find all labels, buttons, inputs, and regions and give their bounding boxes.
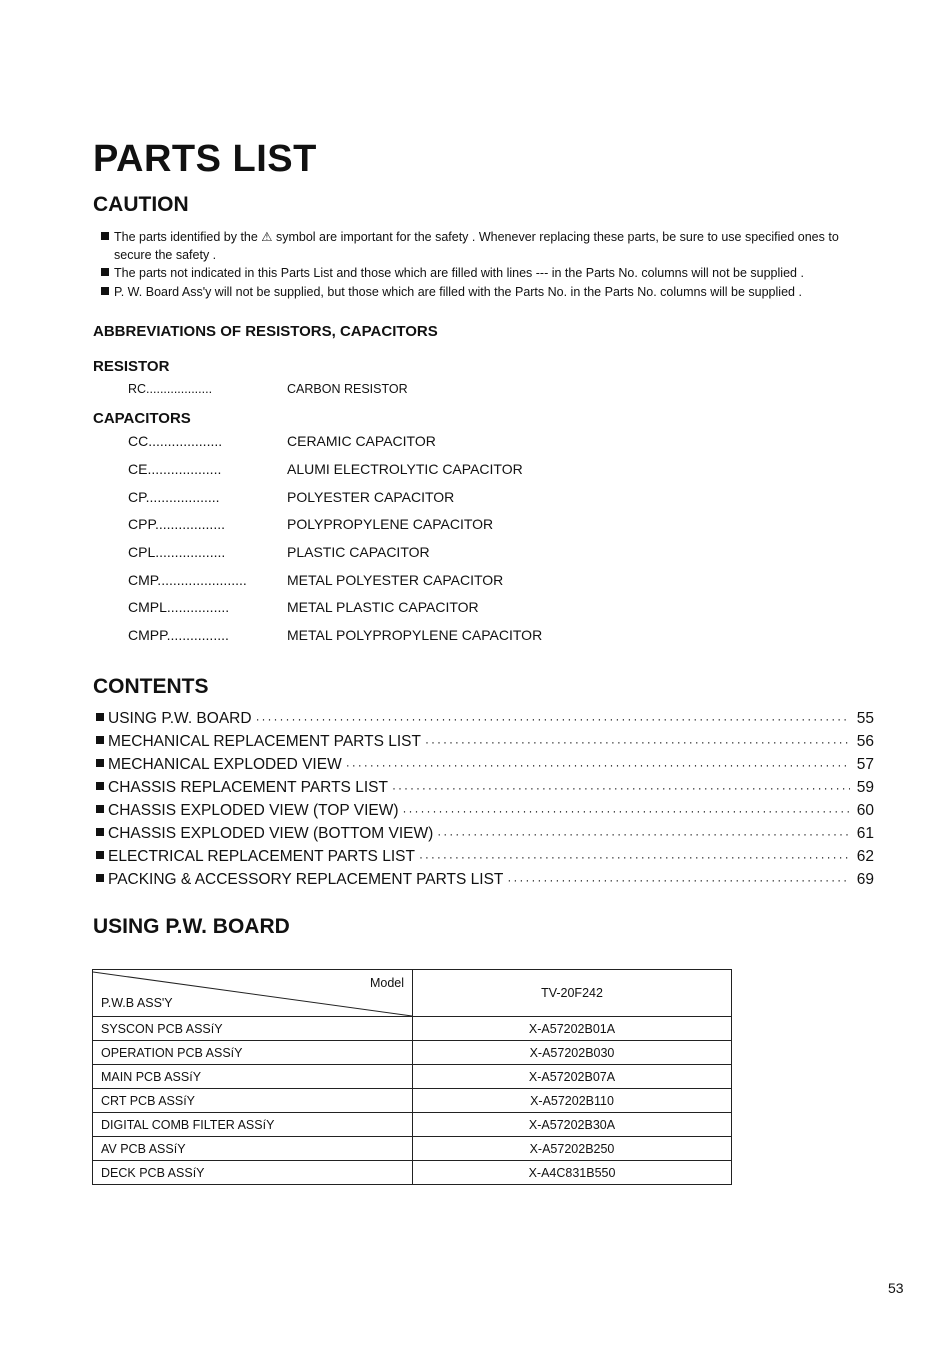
- pcb-part: X-A57202B030: [413, 1041, 732, 1065]
- bullet-square-icon: [96, 759, 104, 767]
- header-model-label: Model: [369, 976, 404, 990]
- table-header-row: [93, 970, 732, 1017]
- abbr-code: CPP..................: [128, 516, 225, 532]
- abbr-desc: PLASTIC CAPACITOR: [287, 544, 430, 560]
- toc-leader: [392, 781, 850, 795]
- toc-entry[interactable]: [96, 756, 874, 778]
- toc-page: 59: [856, 779, 874, 796]
- toc-label: CHASSIS REPLACEMENT PARTS LIST: [108, 779, 388, 796]
- table-row: [93, 1137, 732, 1161]
- table-row: [93, 1017, 732, 1041]
- table-row: [93, 1113, 732, 1137]
- abbr-code: CP...................: [128, 489, 220, 505]
- toc-page: 62: [856, 848, 874, 865]
- pcb-part: X-A4C831B550: [413, 1161, 732, 1185]
- pwb-heading: USING P.W. BOARD: [93, 915, 290, 938]
- bullet-square-icon: [96, 805, 104, 813]
- caution-item: [101, 264, 871, 282]
- pwb-table: [92, 969, 732, 1185]
- caution-text: The parts identified by the ⚠ symbol are important for the safety . Whenever replacing these parts, be sure to use specified ones to secure the safety .: [114, 230, 839, 262]
- pcb-name: OPERATION PCB ASSíY: [93, 1041, 413, 1065]
- bullet-square-icon: [96, 736, 104, 744]
- header-diagonal-cell: [93, 970, 413, 1017]
- toc-page: 61: [856, 825, 874, 842]
- toc-entry[interactable]: [96, 779, 874, 801]
- capacitors-heading: CAPACITORS: [93, 410, 191, 427]
- pcb-part: X-A57202B30A: [413, 1113, 732, 1137]
- caution-item: [101, 228, 871, 264]
- toc-entry[interactable]: [96, 710, 874, 732]
- table-row: [93, 1089, 732, 1113]
- toc-entry[interactable]: [96, 825, 874, 847]
- abbr-code: CMPL................: [128, 599, 230, 615]
- toc-leader: [507, 873, 850, 887]
- table-row: [93, 1161, 732, 1185]
- pcb-part: X-A57202B110: [413, 1089, 732, 1113]
- abbr-desc: ALUMI ELECTROLYTIC CAPACITOR: [287, 461, 523, 477]
- bullet-square-icon: [96, 713, 104, 721]
- caution-text: P. W. Board Ass'y will not be supplied, but those which are filled with the Parts No. in the Parts No. columns will be supplied .: [114, 285, 802, 299]
- abbr-code: CMP.......................: [128, 572, 247, 588]
- contents-heading: CONTENTS: [93, 675, 209, 698]
- toc-label: CHASSIS EXPLODED VIEW (BOTTOM VIEW): [108, 825, 434, 842]
- pcb-name: DIGITAL COMB FILTER ASSíY: [93, 1113, 413, 1137]
- toc-entry[interactable]: [96, 848, 874, 870]
- toc-entry[interactable]: [96, 733, 874, 755]
- abbreviations-heading: ABBREVIATIONS OF RESISTORS, CAPACITORS: [93, 323, 438, 340]
- abbr-desc: METAL POLYESTER CAPACITOR: [287, 572, 504, 588]
- table-row: [93, 1041, 732, 1065]
- toc-label: ELECTRICAL REPLACEMENT PARTS LIST: [108, 848, 415, 865]
- abbr-desc: METAL PLASTIC CAPACITOR: [287, 599, 479, 615]
- abbr-desc: POLYESTER CAPACITOR: [287, 489, 455, 505]
- abbr-desc: CARBON RESISTOR: [287, 382, 408, 396]
- toc-entry[interactable]: [96, 802, 874, 824]
- toc-leader: [437, 827, 850, 841]
- table-row: [93, 1065, 732, 1089]
- pcb-part: X-A57202B01A: [413, 1017, 732, 1041]
- toc-leader: [403, 804, 850, 818]
- bullet-square-icon: [96, 851, 104, 859]
- bullet-square-icon: [96, 828, 104, 836]
- resistor-heading: RESISTOR: [93, 358, 170, 375]
- toc-label: MECHANICAL EXPLODED VIEW: [108, 756, 342, 773]
- bullet-square-icon: [96, 782, 104, 790]
- caution-heading: CAUTION: [93, 193, 189, 216]
- abbr-desc: METAL POLYPROPYLENE CAPACITOR: [287, 627, 543, 643]
- toc-label: CHASSIS EXPLODED VIEW (TOP VIEW): [108, 802, 399, 819]
- abbr-desc: CERAMIC CAPACITOR: [287, 433, 436, 449]
- bullet-square-icon: [101, 232, 109, 240]
- header-pwb-label: P.W.B ASS'Y: [101, 996, 173, 1010]
- pcb-name: CRT PCB ASSíY: [93, 1089, 413, 1113]
- toc-leader: [425, 735, 850, 749]
- pcb-part: X-A57202B07A: [413, 1065, 732, 1089]
- caution-item: [101, 283, 871, 301]
- abbr-code: CPL..................: [128, 544, 226, 560]
- abbr-code: CMPP................: [128, 627, 229, 643]
- toc-leader: [256, 712, 850, 726]
- page-number: 53: [888, 1280, 904, 1296]
- toc-leader: [346, 758, 850, 772]
- header-model-name: TV-20F242: [413, 970, 732, 1017]
- bullet-square-icon: [101, 268, 109, 276]
- toc-page: 56: [856, 733, 874, 750]
- bullet-square-icon: [101, 287, 109, 295]
- abbr-code: CE...................: [128, 461, 222, 477]
- toc-label: USING P.W. BOARD: [108, 710, 252, 727]
- toc-leader: [419, 850, 850, 864]
- toc-label: MECHANICAL REPLACEMENT PARTS LIST: [108, 733, 421, 750]
- pcb-name: DECK PCB ASSíY: [93, 1161, 413, 1185]
- toc-page: 55: [856, 710, 874, 727]
- pcb-part: X-A57202B250: [413, 1137, 732, 1161]
- abbr-desc: POLYPROPYLENE CAPACITOR: [287, 516, 494, 532]
- bullet-square-icon: [96, 874, 104, 882]
- abbr-code: CC...................: [128, 433, 223, 449]
- pcb-name: SYSCON PCB ASSíY: [93, 1017, 413, 1041]
- pcb-name: AV PCB ASSíY: [93, 1137, 413, 1161]
- toc-entry[interactable]: [96, 871, 874, 893]
- page-title: PARTS LIST: [93, 138, 317, 180]
- pcb-name: MAIN PCB ASSíY: [93, 1065, 413, 1089]
- toc-page: 60: [856, 802, 874, 819]
- abbr-code: RC...................: [128, 382, 213, 396]
- toc-page: 57: [856, 756, 874, 773]
- toc-label: PACKING & ACCESSORY REPLACEMENT PARTS LIST: [108, 871, 504, 888]
- caution-text: The parts not indicated in this Parts List and those which are filled with lines --- in the Parts No. columns will not be supplied .: [114, 266, 804, 280]
- toc-page: 69: [856, 871, 874, 888]
